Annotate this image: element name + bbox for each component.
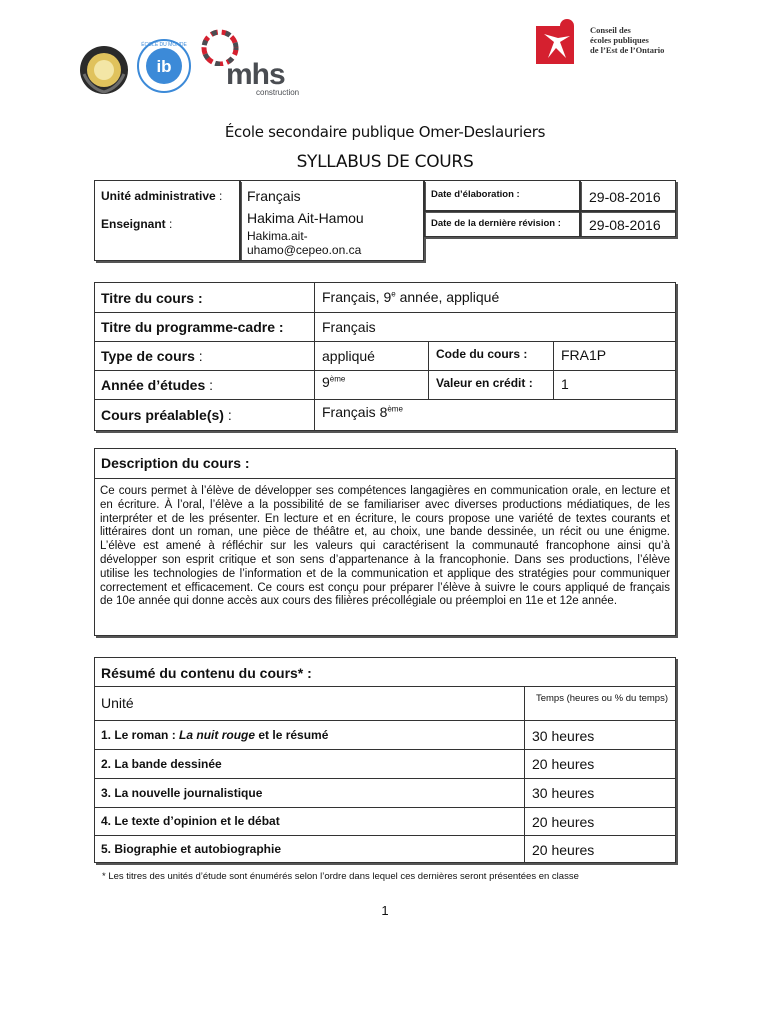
summary-col-unit: Unité <box>101 695 134 711</box>
cepeo-star-icon <box>534 18 584 66</box>
unit-value: Français <box>247 188 301 204</box>
mhs-logo-subtext: construction <box>256 88 300 97</box>
teacher-value: Hakima Ait-Hamou <box>247 210 364 226</box>
syllabus-title: SYLLABUS DE COURS <box>296 152 474 172</box>
summary-row-unit: 4. Le texte d’opinion et le débat <box>101 814 280 828</box>
summary-row-time: 30 heures <box>532 728 595 744</box>
program-label: Titre du programme-cadre : <box>101 319 284 335</box>
laurel-wreath-logo <box>78 44 130 96</box>
year-value: 9ème <box>322 374 346 390</box>
course-title-value: Français, 9e année, appliqué <box>322 289 500 305</box>
credit-value: 1 <box>561 376 569 392</box>
summary-row-unit: 2. La bande dessinée <box>101 757 222 771</box>
description-heading: Description du cours : <box>101 455 250 471</box>
page-number: 1 <box>381 903 389 918</box>
prereq-label: Cours préalable(s) : <box>101 407 232 423</box>
date-elab-label: Date d’élaboration : <box>431 189 520 200</box>
summary-footnote: * Les titres des unités d’étude sont énumérés selon l’ordre dans lequel ces dernières seront présentées en classe <box>102 871 579 882</box>
summary-row-time: 20 heures <box>532 756 595 772</box>
course-type-label: Type de cours : <box>101 348 203 364</box>
summary-row-time: 30 heures <box>532 785 595 801</box>
ib-world-school-logo <box>136 38 192 94</box>
credit-label: Valeur en crédit : <box>436 376 533 390</box>
summary-row-time: 20 heures <box>532 814 595 830</box>
teacher-label: Enseignant : <box>101 217 173 231</box>
program-value: Français <box>322 319 376 335</box>
unit-label: Unité administrative : <box>101 189 223 203</box>
summary-col-time: Temps (heures ou % du temps) <box>535 693 668 704</box>
description-text: Ce cours permet à l’élève de développer ses compétences langagières en communication orale, en lecture et en écriture. À l’oral, l’élève a la possibilité de se familiariser avec diverses productions médiatiques, de les interpréter et de les présenter. En lecture et en écriture, le cours propose une variété de textes courants et littéraires dont un roman, une pièce de théâtre et, au choix, une bande dessinée, un récit ou une énigme. L’élève est amené à réfléchir sur les valeurs qui caractérisent la communauté francophone ainsi qu’à développer son esprit critique et son sens d’appartenance à la francophonie. Dans ses productions, l’élève utilise les technologies de l’information et de la communication et applique des stratégies pour communiquer correctement et efficacement. Ce cours est conçu pour préparer l’élève à suivre le cours appliqué de français de 10e année qui donne accès aux cours des filières précollégiale ou préemploi en 11e et 12e année. <box>100 485 670 608</box>
year-label: Année d’études : <box>101 377 214 393</box>
ib-ring-text: ÉCOLE DU MONDE <box>141 42 187 48</box>
partner-logos <box>78 26 298 100</box>
prereq-value: Français 8ème <box>322 404 403 420</box>
cepeo-logo <box>534 18 694 66</box>
cepeo-line-2: écoles publiques <box>590 35 649 45</box>
cepeo-logo-text <box>590 25 664 55</box>
mhs-construction-logo <box>196 26 300 100</box>
date-rev-value: 29-08-2016 <box>589 217 661 233</box>
summary-row-unit: 3. La nouvelle journalistique <box>101 786 263 800</box>
summary-row-unit: 5. Biographie et autobiographie <box>101 842 282 856</box>
date-elab-value: 29-08-2016 <box>589 189 661 205</box>
summary-row-time: 20 heures <box>532 842 595 858</box>
cepeo-line-3: de l’Est de l’Ontario <box>590 45 665 55</box>
date-rev-label: Date de la dernière révision : <box>431 218 561 229</box>
school-title: École secondaire publique Omer-Deslauriers <box>224 123 546 141</box>
course-code-value: FRA1P <box>561 347 607 363</box>
mhs-logo-text: mhs <box>226 58 285 91</box>
ib-logo-text: ib <box>156 57 172 76</box>
summary-heading: Résumé du contenu du cours* : <box>101 665 312 681</box>
course-code-label: Code du cours : <box>436 347 528 361</box>
cepeo-line-1: Conseil des <box>590 25 631 35</box>
course-type-value: appliqué <box>322 348 375 364</box>
course-title-label: Titre du cours : <box>101 290 203 306</box>
summary-row-unit: 1. Le roman : La nuit rouge et le résumé <box>101 728 329 742</box>
teacher-email: Hakima.ait- uhamo@cepeo.on.ca <box>247 229 362 257</box>
